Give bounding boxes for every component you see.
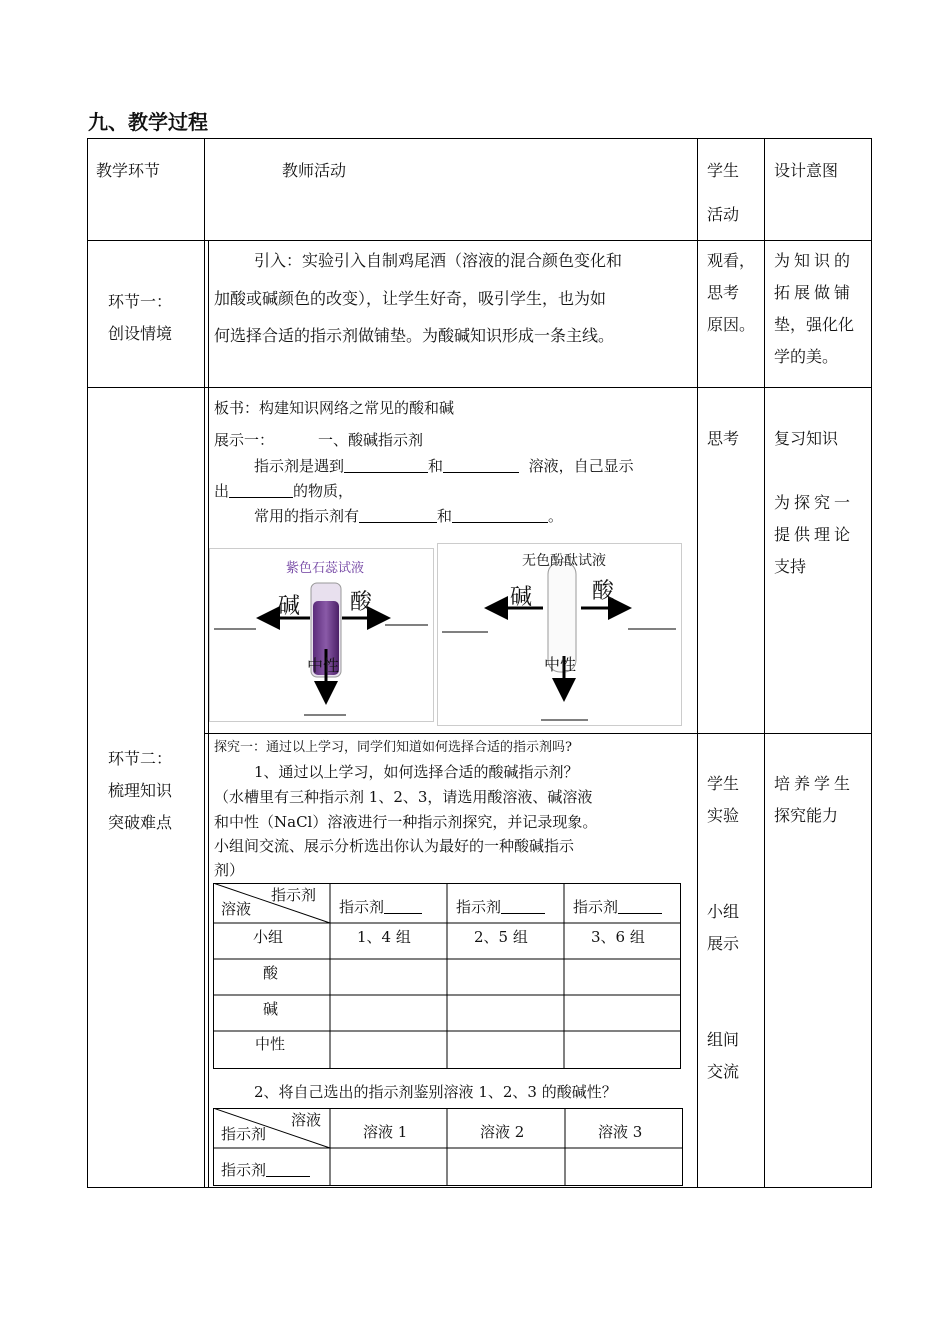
solution-table xyxy=(213,1108,683,1186)
table1-group: 2、5 组 xyxy=(474,928,528,946)
table2-header: 溶液 2 xyxy=(480,1123,525,1141)
student-think: 思考 xyxy=(707,429,740,448)
common-text: 常用的指示剂有 xyxy=(254,507,360,525)
header-col-section: 教学环节 xyxy=(96,161,161,180)
section2-label-3: 突破难点 xyxy=(108,813,173,832)
table2-corner-top: 溶液 xyxy=(291,1111,322,1129)
question1-line: 1、通过以上学习，如何选择合适的酸碱指示剂？ xyxy=(254,763,579,781)
intent2-line: 探究能力 xyxy=(774,806,839,825)
table2-header: 溶液 3 xyxy=(598,1123,643,1141)
table1-header: 指示剂 xyxy=(456,897,545,917)
header-col-student-2: 活动 xyxy=(707,205,740,224)
intent-support-line: 为探究一 xyxy=(774,493,855,512)
question1-line: 小组间交流、展示分析选出你认为最好的一种酸碱指示 xyxy=(214,837,575,855)
student2-line: 小组 xyxy=(707,902,740,921)
header-col-teacher: 教师活动 xyxy=(282,161,347,180)
question1-line: 和中性（NaCl）溶液进行一种指示剂探究，并记录现象。 xyxy=(214,813,598,831)
show1-label: 展示一： xyxy=(214,431,275,449)
litmus-title: 紫色石蕊试液 xyxy=(286,561,365,576)
header-col-intent: 设计意图 xyxy=(774,161,839,180)
board-text: 板书：构建知识网络之常见的酸和碱 xyxy=(214,399,455,417)
intent-review: 复习知识 xyxy=(774,429,839,448)
table-border-left xyxy=(87,138,88,1188)
indicator-table xyxy=(213,883,681,1069)
intent-support-line: 支持 xyxy=(774,557,807,576)
blank xyxy=(443,456,519,473)
section1-intent-line: 学的美。 xyxy=(774,347,839,366)
definition-text: 溶液，自己显示 xyxy=(528,457,634,475)
blank xyxy=(344,456,428,473)
phenol-neutral-label: 中性 xyxy=(544,655,577,674)
phenolphthalein-figure xyxy=(437,543,682,726)
intent2-line: 培养学生 xyxy=(774,774,855,793)
table1-corner-top: 指示剂 xyxy=(271,886,317,904)
section1-label-2: 创设情境 xyxy=(108,324,173,343)
definition-line-2 xyxy=(214,481,353,501)
table1-row-neutral: 中性 xyxy=(255,1035,286,1053)
section1-student-line: 观看， xyxy=(707,251,756,270)
section2-label-2: 梳理知识 xyxy=(108,781,173,800)
section2-label-1: 环节二： xyxy=(108,749,173,768)
phenolphthalein-diagram xyxy=(438,544,681,725)
section1-teacher-line: 引入：实验引入自制鸡尾酒（溶液的混合颜色变化和 xyxy=(254,251,623,270)
table1-group: 1、4 组 xyxy=(357,928,411,946)
subrow-divider xyxy=(204,733,872,734)
table1-group: 3、6 组 xyxy=(591,928,645,946)
table1-row-base: 碱 xyxy=(263,1000,279,1018)
header-col-student-1: 学生 xyxy=(707,161,740,180)
table2-header: 溶液 1 xyxy=(363,1123,408,1141)
phenol-base-label: 碱 xyxy=(510,585,533,610)
question2: 2、将自己选出的指示剂鉴别溶液 1、2、3 的酸碱性？ xyxy=(254,1083,617,1101)
table1-corner-bottom: 溶液 xyxy=(221,900,252,918)
intent-support-line: 提供理论 xyxy=(774,525,855,544)
litmus-neutral-label: 中性 xyxy=(307,656,340,675)
definition-line xyxy=(254,456,634,476)
explore-title: 探究一：通过以上学习，同学们知道如何选择合适的指示剂吗? xyxy=(214,740,572,755)
phenol-acid-label: 酸 xyxy=(592,579,615,604)
section1-student-line: 原因。 xyxy=(707,315,756,334)
student2-line: 学生 xyxy=(707,774,740,793)
common-indicators-line xyxy=(254,506,563,526)
table-col-divider xyxy=(697,138,698,1188)
student2-line: 交流 xyxy=(707,1062,740,1081)
phenolphthalein-title: 无色酚酞试液 xyxy=(522,553,606,569)
table-border-right xyxy=(871,138,872,1188)
section1-intent-line: 拓展做铺 xyxy=(774,283,855,302)
section1-label-1: 环节一： xyxy=(108,292,173,311)
litmus-acid-label: 酸 xyxy=(350,590,373,615)
section1-intent-line: 为知识的 xyxy=(774,251,855,270)
definition-text: 出 xyxy=(214,482,230,500)
show1-title: 一、酸碱指示剂 xyxy=(318,431,424,449)
table1-row-acid: 酸 xyxy=(263,964,279,982)
blank xyxy=(229,481,293,498)
student2-line: 实验 xyxy=(707,806,740,825)
section-heading: 九、教学过程 xyxy=(88,110,208,134)
section1-intent-line: 垫，强化化 xyxy=(774,315,855,334)
blank xyxy=(452,506,548,523)
common-text: 。 xyxy=(548,507,564,525)
blank xyxy=(359,506,437,523)
definition-text: 的物质， xyxy=(293,482,354,500)
table-col-divider xyxy=(764,138,765,1188)
common-text: 和 xyxy=(437,507,453,525)
table1-header: 指示剂 xyxy=(573,897,662,917)
table-col-divider xyxy=(204,138,205,1188)
question1-line: （水槽里有三种指示剂 1、2、3，请选用酸溶液、碱溶液 xyxy=(214,788,593,806)
table2-row-label: 指示剂 xyxy=(221,1160,310,1180)
question1-line: 剂） xyxy=(214,861,245,879)
section1-student-line: 思考 xyxy=(707,283,740,302)
table1-header: 指示剂 xyxy=(339,897,422,917)
table1-group-label: 小组 xyxy=(253,928,284,946)
student2-line: 展示 xyxy=(707,934,740,953)
table2-corner-bottom: 指示剂 xyxy=(221,1125,267,1143)
definition-text: 指示剂是遇到 xyxy=(254,457,345,475)
litmus-figure xyxy=(209,548,434,722)
section1-teacher-line: 加酸或碱颜色的改变），让学生好奇，吸引学生，也为如 xyxy=(214,289,607,308)
litmus-base-label: 碱 xyxy=(278,594,301,619)
section1-teacher-line: 何选择合适的指示剂做铺垫。为酸碱知识形成一条主线。 xyxy=(214,326,615,345)
student2-line: 组间 xyxy=(707,1030,740,1049)
definition-text: 和 xyxy=(428,457,444,475)
